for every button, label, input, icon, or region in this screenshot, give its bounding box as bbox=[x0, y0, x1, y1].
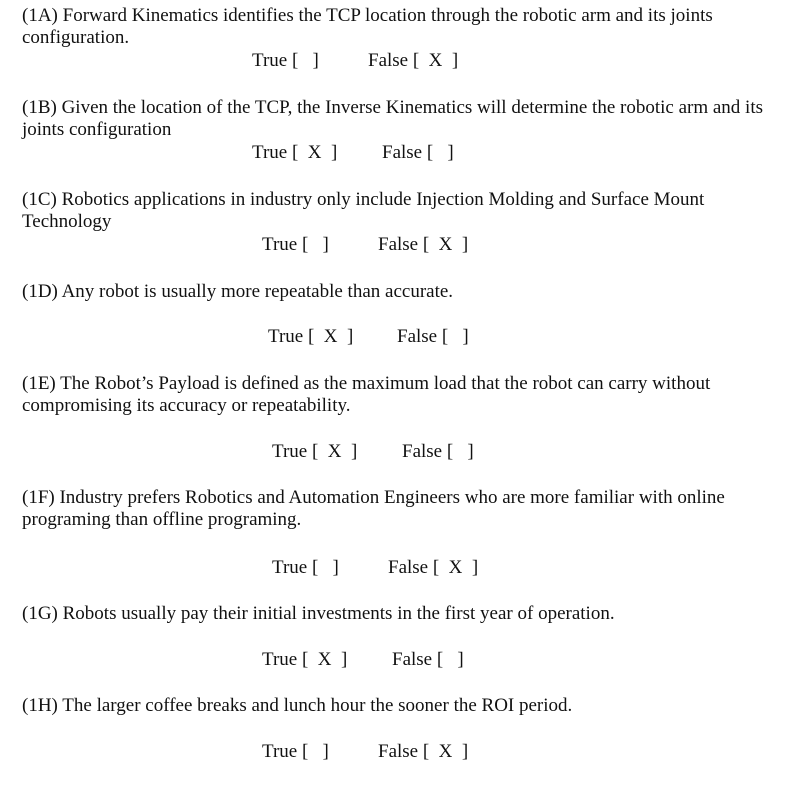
question-1c-answer bbox=[0, 234, 469, 256]
question-1h-text: (1H) The larger coffee breaks and lunch hour the sooner the ROI period. bbox=[22, 695, 573, 716]
question-1c-false-option: False [ X ] bbox=[378, 234, 469, 255]
question-1a-true-option: True [ ] bbox=[252, 50, 319, 71]
question-1b-true-option: True [ X ] bbox=[252, 142, 338, 163]
question-1h-answer bbox=[0, 741, 469, 763]
question-1b-text: (1B) Given the location of the TCP, the Inverse Kinematics will determine the robotic arm and its joints configuration bbox=[22, 97, 763, 140]
question-1e-answer bbox=[0, 441, 474, 463]
question-1f-false-option: False [ X ] bbox=[388, 557, 479, 578]
question-1h-true-option: True [ ] bbox=[262, 741, 329, 762]
question-1f-answer bbox=[0, 557, 479, 579]
question-1g-false-option: False [ ] bbox=[392, 649, 464, 670]
question-1c-true-option: True [ ] bbox=[262, 234, 329, 255]
question-1g-text: (1G) Robots usually pay their initial investments in the first year of operation. bbox=[22, 603, 615, 624]
question-1d-answer bbox=[0, 326, 469, 348]
question-1f-text: (1F) Industry prefers Robotics and Automation Engineers who are more familiar with online programing than offline programing. bbox=[22, 487, 725, 530]
question-1f-true-option: True [ ] bbox=[272, 557, 339, 578]
question-1e-false-option: False [ ] bbox=[402, 441, 474, 462]
question-1g-true-option: True [ X ] bbox=[262, 649, 348, 670]
question-1d-true-option: True [ X ] bbox=[268, 326, 354, 347]
question-1b-false-option: False [ ] bbox=[382, 142, 454, 163]
question-1a-answer bbox=[0, 50, 459, 72]
question-1h-false-option: False [ X ] bbox=[378, 741, 469, 762]
question-1a-false-option: False [ X ] bbox=[368, 50, 459, 71]
question-1b-answer bbox=[0, 142, 454, 164]
question-1e-true-option: True [ X ] bbox=[272, 441, 358, 462]
question-1c-text: (1C) Robotics applications in industry only include Injection Molding and Surface Mount Technology bbox=[22, 189, 705, 232]
question-1a-text: (1A) Forward Kinematics identifies the TCP location through the robotic arm and its joints configuration. bbox=[22, 5, 713, 48]
question-1d-false-option: False [ ] bbox=[397, 326, 469, 347]
question-1d-text: (1D) Any robot is usually more repeatable than accurate. bbox=[22, 281, 454, 302]
question-1e-text: (1E) The Robot’s Payload is defined as the maximum load that the robot can carry without compromising its accuracy or repeatability. bbox=[22, 373, 711, 416]
question-1g-answer bbox=[0, 649, 464, 671]
